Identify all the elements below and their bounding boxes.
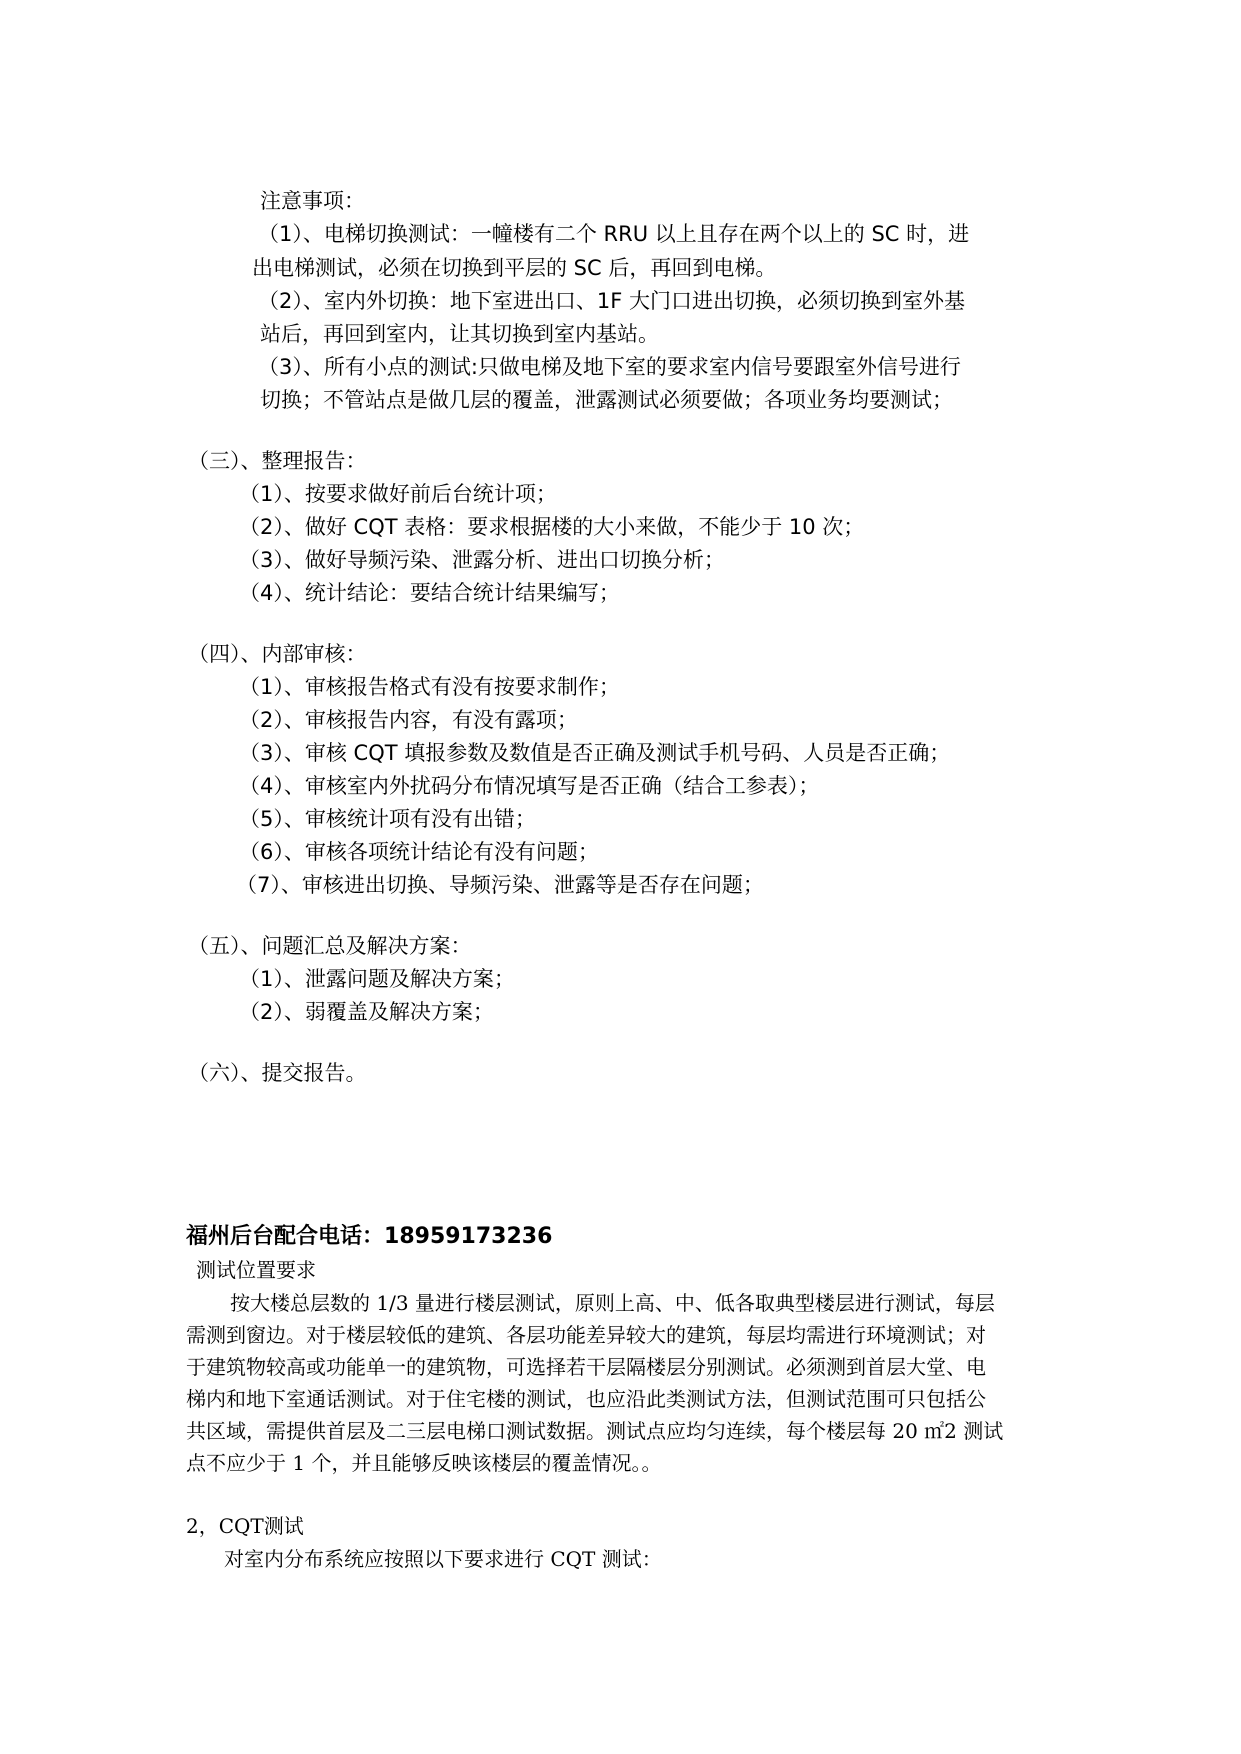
section4-item-3: （3）、审核 CQT 填报参数及数值是否正确及测试手机号码、人员是否正确；: [239, 741, 951, 765]
test-location-para-line-6: 点不应少于 1 个，并且能够反映该楼层的覆盖情况。。: [186, 1451, 662, 1475]
section4-item-5: （5）、审核统计项有没有出错；: [239, 807, 536, 831]
section3-item-1: （1）、按要求做好前后台统计项；: [239, 482, 557, 506]
test-location-para-line-3: 于建筑物较高或功能单一的建筑物，可选择若干层隔楼层分别测试。必须测到首层大堂、电: [186, 1355, 986, 1379]
section4-item-4: （4）、审核室内外扰码分布情况填写是否正确（结合工参表）；: [239, 774, 820, 798]
section3-item-4: （4）、统计结论：要结合统计结果编写；: [239, 581, 620, 605]
section4-item-7: （7）、审核进出切换、导频污染、泄露等是否存在问题；: [236, 873, 764, 897]
section4-item-1: （1）、审核报告格式有没有按要求制作；: [239, 675, 620, 699]
notes-item3-line1: （3）、所有小点的测试:只做电梯及地下室的要求室内信号要跟室外信号进行: [258, 355, 961, 379]
notes-item1-line2: 出电梯测试，必须在切换到平层的 SC 后，再回到电梯。: [252, 256, 777, 280]
test-location-heading: 测试位置要求: [196, 1258, 316, 1282]
section5-item-2: （2）、弱覆盖及解决方案；: [239, 1000, 494, 1024]
contact-label: 福州后台配合电话：: [186, 1224, 385, 1249]
notes-heading: 注意事项：: [260, 189, 365, 213]
section5-heading: （五）、问题汇总及解决方案：: [188, 934, 472, 958]
notes-item3-line2: 切换；不管站点是做几层的覆盖，泄露测试必须要做；各项业务均要测试；: [260, 388, 953, 412]
test-location-para-line-5: 共区域，需提供首层及二三层电梯口测试数据。测试点应均匀连续，每个楼层每 20 ㎡2 测试: [186, 1419, 1004, 1443]
section4-heading: （四）、内部审核：: [188, 642, 367, 666]
test-location-para-line-4: 梯内和地下室通话测试。对于住宅楼的测试，也应沿此类测试方法，但测试范围可只包括公: [186, 1387, 986, 1411]
test-location-para-line-2: 需测到窗边。对于楼层较低的建筑、各层功能差异较大的建筑，每层均需进行环境测试；对: [186, 1323, 986, 1347]
section5-item-1: （1）、泄露问题及解决方案；: [239, 967, 515, 991]
section4-item-6: （6）、审核各项统计结论有没有问题；: [239, 840, 599, 864]
section3-item-2: （2）、做好 CQT 表格：要求根据楼的大小来做，不能少于 10 次；: [239, 515, 865, 539]
contact-phone: 18959173236: [384, 1224, 553, 1249]
section4-item-2: （2）、审核报告内容，有没有露项；: [239, 708, 578, 732]
section6-heading: （六）、提交报告。: [188, 1061, 367, 1085]
contact-line: [186, 1226, 552, 1248]
section3-item-3: （3）、做好导频污染、泄露分析、进出口切换分析；: [239, 548, 725, 572]
notes-item2-line2: 站后，再回到室内，让其切换到室内基站。: [260, 322, 659, 346]
notes-item1-line1: （1）、电梯切换测试：一幢楼有二个 RRU 以上且存在两个以上的 SC 时，进: [258, 222, 970, 246]
test-location-para-line-1: 按大楼总层数的 1/3 量进行楼层测试，原则上高、中、低各取典型楼层进行测试，每层: [230, 1291, 995, 1315]
notes-item2-line1: （2）、室内外切换：地下室进出口、1F 大门口进出切换，必须切换到室外基: [258, 289, 965, 313]
section3-heading: （三）、整理报告：: [188, 449, 367, 473]
cqt-heading: 2，CQT测试: [186, 1514, 304, 1538]
cqt-text: 对室内分布系统应按照以下要求进行 CQT 测试：: [224, 1547, 662, 1571]
